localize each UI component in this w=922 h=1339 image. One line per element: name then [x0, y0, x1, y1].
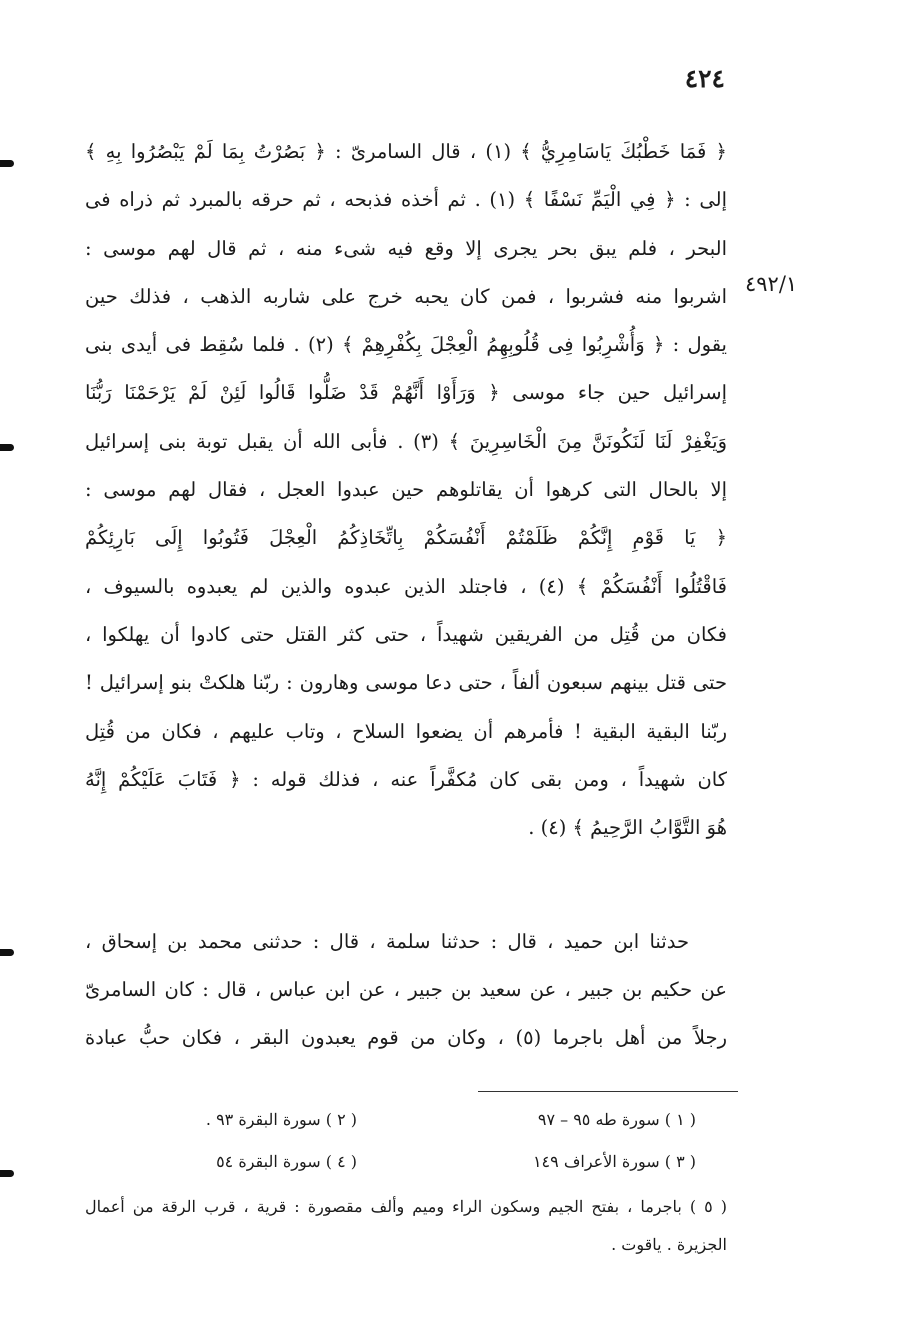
- footnote-4: ( ٤ ) سورة البقرة ٥٤: [216, 1152, 357, 1171]
- scan-edge-mark: [0, 444, 14, 451]
- margin-reference: ٤٩٢/١: [745, 272, 798, 296]
- text-line: ﴿ يَا قَوْمِ إِنَّكُمْ ظَلَمْتُمْ أَنْفُسَكُمْ بِاتِّخَاذِكُمُ الْعِجْلَ فَتُوبُوا إِلَى بَارِئِكُمْ: [85, 526, 727, 550]
- main-paragraph: [85, 128, 727, 852]
- text-line: إلا بالحال التى كرهوا أن يقاتلوهم حين عبدوا العجل ، فقال لهم موسى :: [85, 478, 727, 502]
- text-line: ربّنا البقية البقية ! فأمرهم أن يضعوا السلاح ، وتاب عليهم ، فكان من قُتِل: [85, 719, 727, 743]
- text-line: رجلاً من أهل باجرما (٥) ، وكان من قوم يعبدون البقر ، فكان حبُّ عبادة: [85, 1026, 727, 1049]
- text-line: عن حكيم بن جبير ، عن سعيد بن جبير ، عن ابن عباس ، قال : كان السامرىّ: [85, 978, 727, 1001]
- scan-edge-mark: [0, 949, 14, 956]
- text-line: إسرائيل حين جاء موسى ﴿ وَرَأَوْا أَنَّهُمْ قَدْ ضَلُّوا قَالُوا لَئِنْ لَمْ يَرْحَمْنَا رَبُّنَا: [85, 381, 727, 405]
- text-line: يقول : ﴿ وَأُشْرِبُوا فِى قُلُوبِهِمُ الْعِجْلَ بِكُفْرِهِمْ ﴾ (٢) . فلما سُقِط فى أيدى بنى: [85, 333, 727, 357]
- footnote-5: [85, 1188, 727, 1264]
- footnote-3: ( ٣ ) سورة الأعراف ١٤٩: [532, 1152, 696, 1171]
- footnote-1: ( ١ ) سورة طه ٩٥ – ٩٧: [537, 1110, 696, 1129]
- text-line: وَيَغْفِرْ لَنَا لَنَكُونَنَّ مِنَ الْخَاسِرِينَ ﴾ (٣) . فأبى الله أن يقبل توبة بنى إسرائيل: [85, 429, 727, 453]
- text-line: هُوَ التَّوَّابُ الرَّحِيمُ ﴾ (٤) .: [528, 816, 727, 840]
- text-line: ﴿ فَمَا خَطْبُكَ يَاسَامِرِيُّ ﴾ (١) ، قال السامرىّ : ﴿ بَصُرْتُ بِمَا لَمْ يَبْصُرُوا بِهِ ﴾: [85, 140, 727, 163]
- footnote-divider: [478, 1091, 738, 1092]
- scan-edge-mark: [0, 1170, 14, 1177]
- text-line: حدثنا ابن حميد ، قال : حدثنا سلمة ، قال : حدثنى محمد بن إسحاق ،: [85, 930, 689, 953]
- text-line: اشربوا منه فشربوا ، فمن كان يحبه خرج على شاربه الذهب ، فذلك حين: [85, 284, 727, 308]
- second-paragraph: [85, 918, 727, 1062]
- text-line: إلى : ﴿ فِي الْيَمِّ نَسْفًا ﴾ (١) . ثم أخذه فذبحه ، ثم حرقه بالمبرد ثم ذراه فى: [85, 188, 727, 212]
- footnote-2: ( ٢ ) سورة البقرة ٩٣ .: [205, 1110, 357, 1129]
- text-line: فكان من قُتِل من الفريقين شهيداً ، حتى كثر القتل حتى كادوا أن يهلكوا ،: [85, 622, 727, 646]
- footnote-line: الجزيرة . ياقوت .: [611, 1235, 727, 1254]
- text-line: البحر ، فلم يبق بحر يجرى إلا وقع فيه شىء منه ، ثم قال لهم موسى :: [85, 236, 727, 260]
- text-line: فَاقْتُلُوا أَنْفُسَكُمْ ﴾ (٤) ، فاجتلد الذين عبدوه والذين لم يعبدوه بالسيوف ،: [85, 574, 727, 598]
- text-line: حتى قتل بينهم سبعون ألفاً ، حتى دعا موسى وهارون : ربّنا هلكتْ بنو إسرائيل !: [85, 671, 727, 695]
- text-line: كان شهيداً ، ومن بقى كان مُكفَّراً عنه ، فذلك قوله : ﴿ فَتَابَ عَلَيْكُمْ إِنَّهُ: [85, 767, 727, 791]
- footnote-line: ( ٥ ) باجرما ، بفتح الجيم وسكون الراء وميم وألف مقصورة : قرية ، قرب الرقة من أعمال: [85, 1197, 727, 1216]
- scan-edge-mark: [0, 160, 14, 167]
- page-number: ٤٢٤: [684, 64, 725, 93]
